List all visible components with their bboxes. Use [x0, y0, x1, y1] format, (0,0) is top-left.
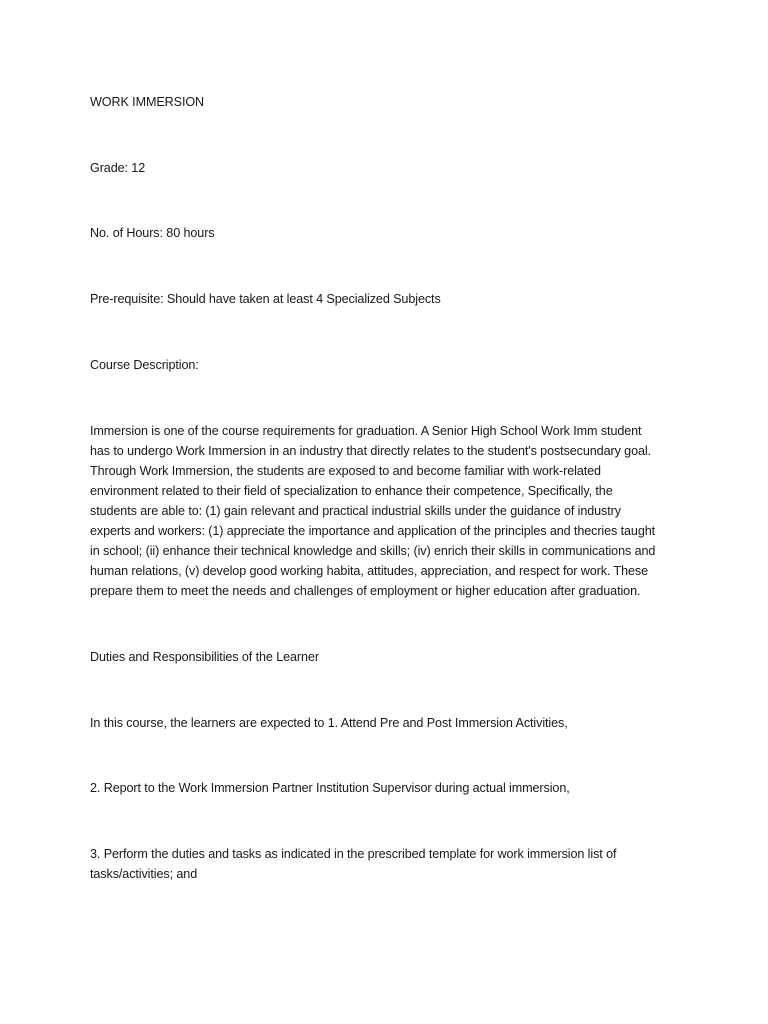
paragraph-line: 3. Perform the duties and tasks as indicated in the prescribed template for work immersion list of — [90, 847, 617, 861]
paragraph-line: Through Work Immersion, the students are exposed to and become familiar with work-related — [90, 464, 601, 478]
paragraph-line: experts and workers: (1) appreciate the importance and application of the principles and thecries taught — [90, 524, 656, 538]
paragraph-line: students are able to: (1) gain relevant and practical industrial skills under the guidance of industry — [90, 504, 621, 518]
paragraph-line: prepare them to meet the needs and challenges of employment or higher education after graduation. — [90, 584, 641, 598]
paragraph-line: in school; (ii) enhance their technical knowledge and skills; (iv) enrich their skills in communications and — [90, 544, 656, 558]
course-description-paragraph — [90, 421, 690, 601]
document-title: WORK IMMERSION — [90, 95, 205, 109]
duty-item-3 — [90, 844, 690, 884]
hours-text: No. of Hours: 80 hours — [90, 226, 215, 240]
paragraph-line: tasks/activities; and — [90, 867, 198, 881]
duty-item-1: In this course, the learners are expected to 1. Attend Pre and Post Immersion Activities, — [90, 716, 568, 730]
paragraph-line: environment related to their field of specialization to enhance their competence, Specifically, the — [90, 484, 613, 498]
grade-text: Grade: 12 — [90, 161, 146, 175]
duty-item-2: 2. Report to the Work Immersion Partner Institution Supervisor during actual immersion, — [90, 781, 570, 795]
course-description-heading: Course Description: — [90, 358, 199, 372]
paragraph-line: has to undergo Work Immersion in an industry that directly relates to the student's postsecundary goal. — [90, 444, 651, 458]
duties-heading: Duties and Responsibilities of the Learner — [90, 650, 319, 664]
prerequisite-text: Pre-requisite: Should have taken at least 4 Specialized Subjects — [90, 292, 441, 306]
paragraph-line: Immersion is one of the course requirements for graduation. A Senior High School Work Imm student — [90, 424, 642, 438]
paragraph-line: human relations, (v) develop good working habita, attitudes, appreciation, and respect for work. These — [90, 564, 649, 578]
